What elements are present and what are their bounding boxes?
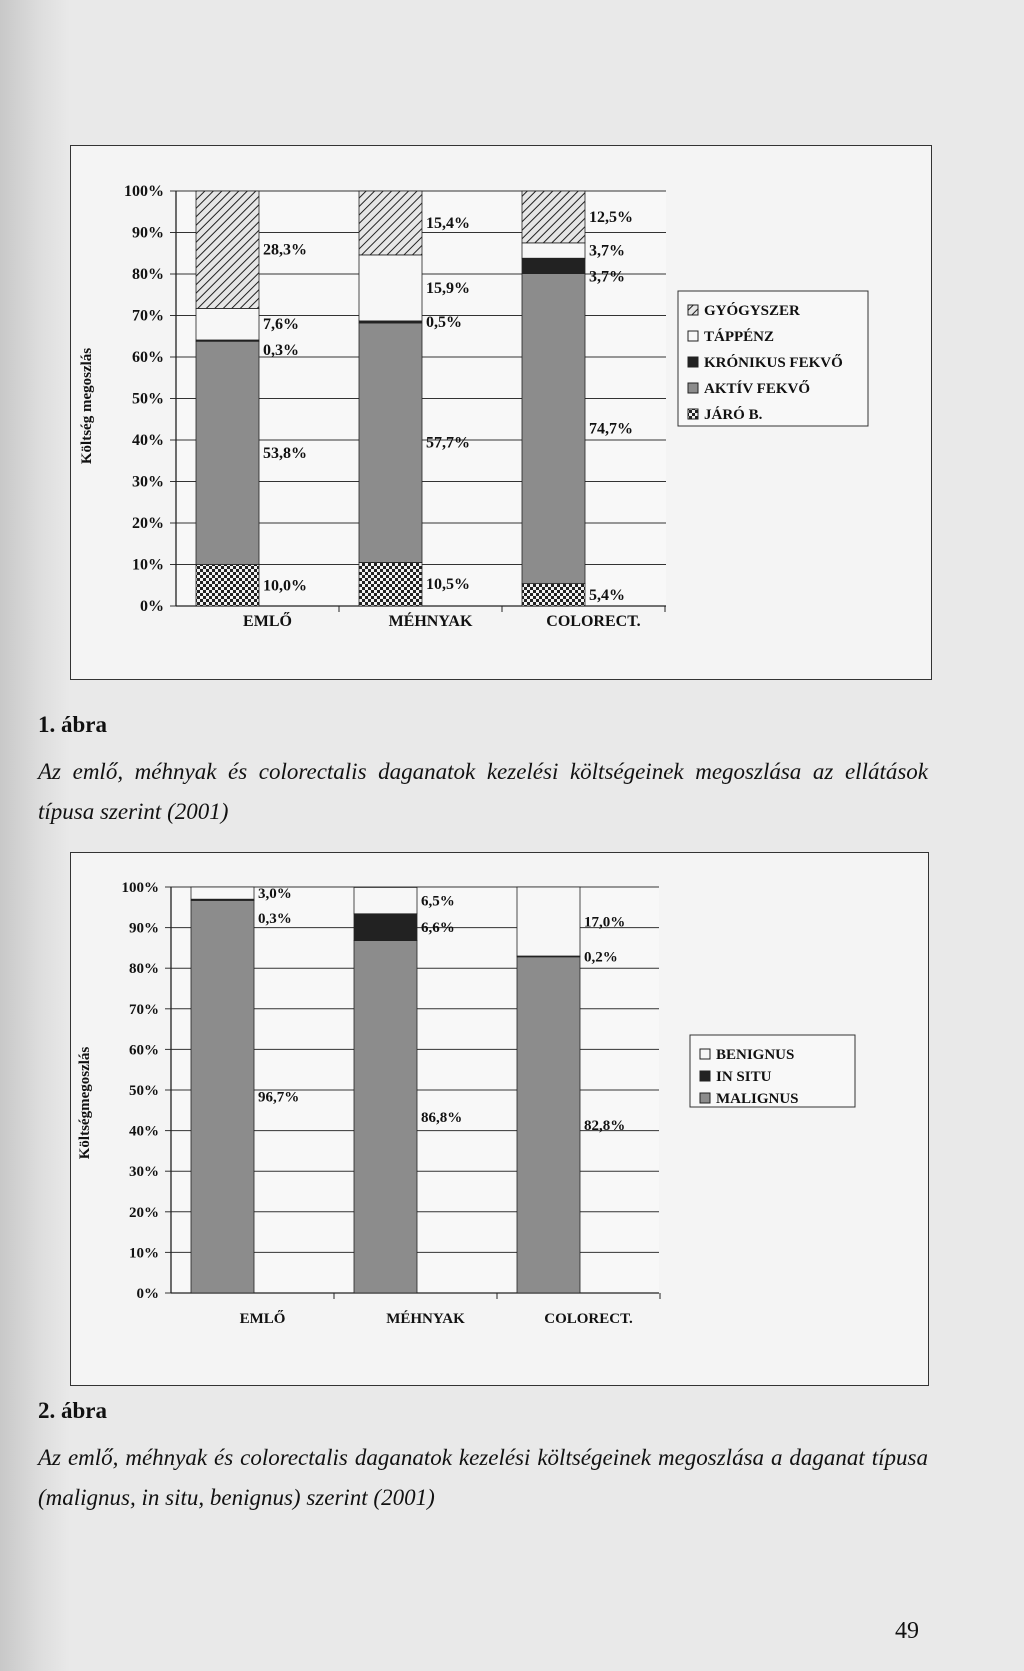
y-tick-label: 30% [129,1164,159,1181]
category-label: COLORECT. [544,1311,633,1327]
y-tick-label: 80% [129,961,159,978]
bar-segment [191,887,254,899]
legend-swatch [700,1071,710,1081]
data-label: 57,7% [426,434,470,452]
y-tick-label: 100% [124,183,164,200]
bar-segment [359,323,422,562]
y-tick-label: 40% [129,1123,159,1140]
page-number: 49 [895,1618,919,1644]
data-label: 15,9% [426,279,470,297]
data-label: 3,0% [258,886,292,903]
legend-swatch [688,331,698,341]
data-label: 10,5% [426,576,470,594]
bar-segment [522,243,585,258]
legend-swatch [700,1049,710,1059]
y-tick-label: 90% [129,920,159,937]
bar-segment [354,887,417,913]
data-label: 6,5% [421,893,455,910]
legend-entry: JÁRÓ B. [704,407,763,423]
data-label: 74,7% [589,420,633,438]
data-label: 86,8% [421,1109,463,1126]
category-label: EMLŐ [243,613,292,630]
legend-entry: MALIGNUS [716,1091,799,1107]
y-tick-label: 10% [132,556,164,574]
data-label: 10,0% [263,577,307,595]
figure-2-number: 2. ábra [38,1398,107,1423]
data-label: 7,6% [263,316,299,334]
y-tick-label: 50% [129,1083,159,1099]
data-label: 0,2% [584,949,618,966]
category-label: MÉHNYAK [388,613,473,630]
y-tick-label: 10% [129,1245,159,1262]
bar-segment [517,887,580,956]
legend-swatch [688,409,698,419]
legend-swatch [688,357,698,367]
figure-2-caption: Az emlő, méhnyak és colorectalis daganatok kezelési költségeinek megoszlása a daganat típusa (malignus, in situ, benignus) szerint (2001) [38,1445,928,1510]
legend-entry: AKTÍV FEKVŐ [704,381,810,397]
data-label: 28,3% [263,241,307,259]
y-tick-label: 0% [136,1286,159,1302]
bar-segment [359,562,422,606]
y-tick-label: 50% [132,390,164,408]
legend-entry: KRÓNIKUS FEKVŐ [704,355,843,371]
bar-segment [522,584,585,606]
data-label: 53,8% [263,444,307,462]
data-label: 3,7% [589,268,625,286]
data-label: 96,7% [258,1089,300,1106]
chart-1 [71,146,931,679]
data-label: 0,3% [258,911,292,928]
y-tick-label: 70% [132,307,164,325]
y-tick-label: 60% [132,349,164,366]
bar-segment [354,914,417,941]
category-label: COLORECT. [546,613,641,630]
data-label: 3,7% [589,242,625,260]
legend-entry: BENIGNUS [716,1047,795,1063]
chart-2-frame [70,852,929,1386]
bar-segment [196,565,259,607]
y-tick-label: 90% [132,224,164,242]
bar-segment [354,941,417,1293]
figure-1-number: 1. ábra [38,712,107,737]
bar-segment [191,900,254,1293]
bar-segment [522,258,585,273]
data-label: 5,4% [589,586,625,604]
data-label: 15,4% [426,214,470,232]
chart-2 [71,853,928,1385]
bar-segment [359,255,422,321]
y-tick-label: 40% [132,432,164,449]
legend-swatch [700,1093,710,1103]
bar-segment [196,341,259,564]
category-label: MÉHNYAK [386,1311,465,1327]
legend-entry: GYÓGYSZER [704,303,800,319]
y-axis-title: Költségmegoszlás [77,1046,93,1160]
legend-swatch [688,383,698,393]
y-tick-label: 0% [140,598,164,615]
bar-segment [196,191,259,308]
bar-segment [522,191,585,243]
legend-swatch [688,305,698,315]
y-tick-label: 20% [132,515,164,532]
y-tick-label: 30% [132,473,164,491]
bar-segment [196,308,259,340]
legend-entry: IN SITU [716,1069,772,1085]
figure-1-caption: Az emlő, méhnyak és colorectalis daganatok kezelési költségeinek megoszlása az ellátások típusa szerint (2001) [38,759,928,824]
bar-segment [359,191,422,255]
bar-segment [522,274,585,584]
y-tick-label: 20% [129,1204,159,1221]
chart-1-frame [70,145,932,680]
bar-segment [517,957,580,1293]
y-tick-label: 100% [121,880,159,896]
data-label: 82,8% [584,1117,626,1134]
y-tick-label: 60% [129,1042,159,1059]
data-label: 0,3% [263,342,299,360]
legend-entry: TÁPPÉNZ [704,329,775,345]
data-label: 0,5% [426,313,462,331]
data-label: 12,5% [589,208,633,226]
y-axis-title: Költség megoszlás [79,347,95,465]
data-label: 17,0% [584,914,626,931]
y-tick-label: 80% [132,266,164,283]
category-label: EMLŐ [239,1311,286,1327]
data-label: 6,6% [421,920,455,937]
y-tick-label: 70% [129,1001,159,1018]
